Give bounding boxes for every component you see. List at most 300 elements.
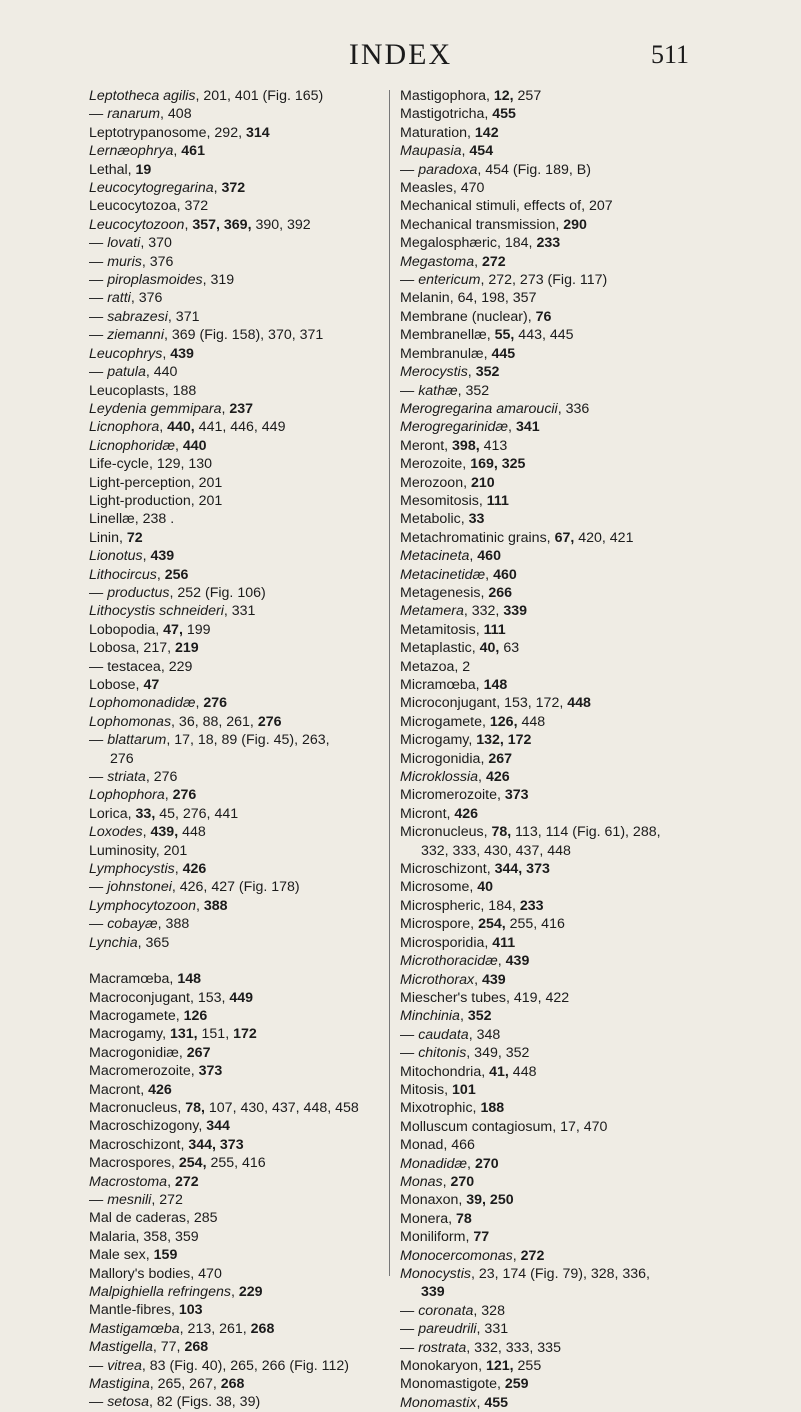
index-term: striata [107, 769, 146, 786]
index-term: productus [107, 584, 170, 601]
page-refs-bold: 39, 250 [466, 1192, 514, 1209]
page-refs: , [512, 1247, 521, 1264]
index-entry [400, 1118, 740, 1136]
index-entry [89, 823, 391, 841]
index-term: Merozoite [400, 456, 463, 473]
index-term: Mechanical stimuli, effects of [400, 198, 582, 215]
page-refs-bold: 267 [186, 1044, 211, 1061]
page-refs-bold: 101 [452, 1081, 476, 1098]
index-term: Macroschizont [89, 1136, 181, 1153]
page-refs: , 376 [130, 290, 163, 307]
page-refs-bold: 276 [257, 713, 282, 730]
index-entry [89, 1228, 391, 1246]
index-entry [400, 1247, 740, 1265]
index-entry [400, 639, 740, 657]
index-term: Maturation [400, 124, 468, 141]
index-entry [400, 529, 740, 547]
page-refs: , [221, 400, 230, 417]
index-entry [400, 326, 740, 344]
page-refs-bold: 233 [536, 235, 561, 252]
page-refs: , 370 [140, 235, 172, 252]
page-refs: , 129, 130 [148, 456, 213, 473]
index-entry [400, 1339, 740, 1357]
index-term: Mantle-fibres [89, 1302, 172, 1319]
page-refs: 413 [479, 437, 508, 454]
index-entry [400, 437, 740, 455]
index-entry [400, 1044, 740, 1062]
index-term: Metamera [400, 603, 464, 620]
page-refs-bold: 268 [220, 1376, 245, 1393]
subentry-dash: — [400, 1339, 415, 1356]
index-term: chitonis [418, 1045, 467, 1062]
index-term: Leptotrypanosome [89, 124, 207, 141]
index-term: Mastigella [89, 1339, 153, 1356]
page-refs: , [156, 566, 165, 583]
page-refs-bold: 272 [174, 1173, 199, 1190]
page-refs: , 229 [160, 658, 193, 675]
index-entry [89, 1265, 391, 1283]
page-refs-bold: 460 [477, 548, 501, 565]
page-refs: , [444, 1081, 453, 1098]
index-entry [400, 989, 740, 1007]
index-term: Mitochondria [400, 1063, 482, 1080]
page-refs-bold: 33 [468, 511, 485, 528]
page-refs: , [471, 640, 480, 657]
page-refs-bold: 426 [454, 805, 479, 822]
index-entry [400, 786, 740, 804]
page-refs-bold: 290 [563, 216, 587, 233]
page-refs: 390, 392 [251, 216, 311, 233]
subentry-dash: — [89, 732, 104, 749]
page-refs-bold: 188 [480, 1100, 505, 1117]
subentry-dash: — [400, 272, 415, 289]
index-term: Microsporidia [400, 934, 485, 951]
page-refs: , 388 [157, 916, 190, 933]
index-entry [400, 1081, 740, 1099]
index-entry [89, 934, 391, 952]
page-refs: , [198, 1118, 207, 1135]
index-term: Lithocystis schneideri [89, 603, 224, 620]
index-entry [400, 161, 740, 179]
page-refs-bold: 111 [486, 492, 509, 509]
index-term: Linin [89, 529, 119, 546]
page-refs: , 408 [160, 106, 192, 123]
page-refs: , 82 (Figs. 38, 39) [149, 1394, 261, 1411]
page-refs: , [135, 677, 144, 693]
index-entry [89, 584, 391, 602]
index-term: blattarum [107, 732, 167, 749]
page-refs-bold: 12, [493, 88, 514, 104]
index-term: Macronucleus [89, 1099, 178, 1116]
page-refs-bold: 268 [250, 1320, 275, 1337]
page-refs: , 23, 174 (Fig. 79), 328, 336, [470, 1266, 651, 1282]
index-entry [89, 1062, 391, 1080]
page-refs: , [162, 1026, 170, 1043]
subentry-dash: — [89, 308, 104, 325]
index-term: Macroconjugant [89, 989, 190, 1006]
page-refs: , [446, 805, 455, 822]
page-refs: , 188 [164, 382, 197, 399]
index-entry [89, 382, 391, 400]
index-entry [400, 915, 740, 933]
page-refs: , 238 . [134, 511, 175, 528]
index-entry [89, 197, 391, 215]
index-term: patula [107, 364, 146, 381]
page-refs: , [171, 1302, 179, 1319]
index-term: Lymphocystis [89, 861, 175, 878]
page-refs: , 372 [176, 198, 209, 215]
index-entry [400, 878, 740, 896]
index-entry [400, 566, 740, 584]
index-term: Lionotus [89, 548, 143, 565]
page-refs-bold: 426 [182, 861, 207, 878]
subentry-dash: — [400, 382, 415, 399]
index-term: Monas [400, 1173, 443, 1190]
index-term: rostrata [418, 1339, 467, 1356]
index-entry [89, 510, 391, 528]
index-entry [400, 584, 740, 602]
index-entry [89, 455, 391, 473]
index-entry [400, 289, 740, 307]
index-term: Microthorax [400, 971, 475, 988]
index-entry [400, 197, 740, 215]
page-refs-bold: 142 [474, 124, 499, 141]
index-term: ratti [107, 290, 131, 307]
page-refs: , [142, 824, 151, 841]
page-refs: , [169, 971, 178, 988]
index-term: Licnophoridæ [89, 437, 175, 454]
page-refs: , 331 [223, 603, 256, 620]
index-entry [89, 658, 391, 676]
page-refs: , 292, [206, 124, 246, 141]
index-entry [89, 1081, 391, 1099]
index-term: Light-perception [89, 474, 191, 491]
page-refs: , [127, 805, 136, 822]
subentry-dash: — [400, 1321, 415, 1338]
index-term: vitrea [107, 1357, 142, 1374]
index-entry [400, 510, 740, 528]
index-term: ranarum [107, 106, 161, 123]
index-entry [89, 989, 391, 1007]
page-refs-bold: 344, 373 [494, 861, 550, 878]
index-entry [89, 1154, 391, 1172]
index-entry [89, 289, 391, 307]
page-refs: , [476, 1394, 485, 1411]
page-refs: , [460, 511, 469, 528]
index-entry [400, 474, 740, 492]
index-entry [89, 1320, 391, 1338]
index-entry [400, 750, 740, 768]
page-refs-bold: 266 [488, 584, 513, 601]
index-column-left [89, 87, 391, 1412]
index-entry [400, 105, 740, 123]
index-entry [400, 142, 740, 160]
page-refs: , [458, 1192, 467, 1209]
index-term: Metaplastic [400, 640, 472, 657]
page-refs-bold: 461 [181, 143, 205, 160]
index-term: Minchinia [400, 1008, 460, 1025]
page-refs: , [462, 456, 471, 473]
index-entry [89, 621, 391, 639]
index-entry [89, 308, 391, 326]
page-refs: , 36, 88, 261, [171, 713, 258, 730]
page-refs-bold: 388 [203, 897, 228, 914]
subentry-dash: — [400, 1026, 415, 1043]
subentry-dash: — [400, 1302, 415, 1319]
page-refs: , [469, 548, 478, 565]
index-entry [400, 455, 740, 473]
index-term: Metazoa [400, 658, 455, 675]
index-entry [400, 952, 740, 970]
page-refs: , [230, 1284, 239, 1300]
index-term: Lithocircus [89, 566, 157, 583]
index-term: Membranellæ [400, 327, 487, 344]
index-term: Leucocytogregarina [89, 180, 214, 197]
index-term: Monaxon [400, 1192, 459, 1209]
index-term: Microthoracidæ [400, 953, 498, 970]
index-entry [400, 1136, 740, 1154]
index-term: Microklossia [400, 769, 479, 786]
page-refs: , 207 [581, 198, 613, 215]
page-refs: , [483, 345, 492, 362]
page-refs: , 371 [167, 308, 200, 325]
page-refs: 45, 276, 441 [155, 805, 239, 822]
index-term: Macrospores [89, 1155, 172, 1172]
page-refs-bold: 254, [478, 916, 506, 933]
page-refs: 332, 333, 430, 437, 448 [421, 842, 571, 859]
index-term: Metachromatinic grains [400, 529, 547, 546]
index-term: Mastigotricha [400, 106, 485, 123]
subentry-dash: — [89, 1394, 104, 1411]
page-refs-bold: 272 [482, 253, 506, 270]
index-term: muris [107, 253, 142, 270]
page-header [0, 38, 801, 78]
index-term: Lorica [89, 805, 128, 822]
page-refs: , [484, 934, 493, 951]
index-entry [400, 234, 740, 252]
page-refs-bold: 172 [233, 1026, 257, 1043]
index-entry [89, 1357, 391, 1375]
index-term: Merozoon [400, 474, 464, 491]
page-refs-bold: 256 [164, 566, 189, 583]
page-refs: 441, 446, 449 [194, 419, 286, 436]
index-term: Monera [400, 1210, 449, 1227]
index-entry [400, 271, 740, 289]
page-refs: 257 [513, 88, 542, 104]
index-entry [400, 768, 740, 786]
page-refs-bold: 126, [489, 713, 518, 730]
index-term: mesnili [107, 1191, 152, 1208]
index-term: Merocystis [400, 364, 468, 381]
page-refs: , 470 [190, 1265, 222, 1282]
page-refs: , [480, 584, 489, 601]
page-refs: , 358, 359 [135, 1228, 199, 1245]
index-term: Megastoma [400, 253, 475, 270]
index-entry [89, 253, 391, 271]
index-term: Micromerozoite [400, 787, 497, 804]
page-refs: 199 [182, 621, 211, 638]
index-term: Microgonidia [400, 750, 481, 767]
index-entry [400, 418, 740, 436]
index-term: Maupasia [400, 143, 462, 160]
page-refs: , [140, 1081, 149, 1098]
index-entry [89, 842, 391, 860]
index-term: Lymphocytozoon [89, 897, 197, 914]
page-refs: , 272 [151, 1191, 183, 1208]
page-refs-bold: 47 [143, 677, 160, 693]
page-refs: , 252 (Fig. 106) [169, 584, 266, 601]
page-refs: 420, 421 [574, 529, 634, 546]
page-refs: , 365 [137, 934, 170, 951]
index-entry [89, 602, 391, 620]
page-refs: , 376 [141, 253, 174, 270]
page-refs: 107, 430, 437, 448, 458 [204, 1099, 359, 1116]
page-refs: , 77, [152, 1339, 185, 1356]
page-refs: , [444, 437, 453, 454]
index-entry [400, 971, 740, 989]
page-refs: , [478, 1358, 486, 1375]
index-entry [89, 1283, 391, 1301]
page-refs: , 454 (Fig. 189, B) [477, 161, 591, 178]
index-entry [89, 878, 391, 896]
index-entry [89, 345, 391, 363]
page-refs-bold: 341 [515, 419, 540, 436]
subentry-dash: — [89, 272, 104, 289]
index-entry-continuation [400, 842, 740, 860]
page-refs: , [177, 1099, 186, 1116]
index-entry [89, 1117, 391, 1135]
page-refs: , 466 [443, 1137, 475, 1154]
index-term: Merogregarinidæ [400, 419, 509, 436]
page-refs: 113, 114 (Fig. 61), 288, [511, 824, 661, 841]
page-refs-bold: 449 [229, 989, 254, 1006]
index-term: Micronucleus [400, 824, 484, 841]
page-refs-bold: 439 [150, 548, 175, 565]
page-refs: , [180, 1136, 189, 1153]
page-refs: 448 [517, 713, 546, 730]
index-entry [89, 639, 391, 657]
page-refs: , [486, 327, 495, 344]
index-term: Metacineta [400, 548, 470, 565]
page-refs-bold: 426 [485, 769, 510, 786]
index-term: Microspore [400, 916, 471, 933]
index-term: Mitosis [400, 1081, 445, 1098]
page-refs: , 213, 261, [179, 1320, 251, 1337]
index-entry [400, 676, 740, 694]
index-term: paradoxa [418, 161, 478, 178]
index-term: Life-cycle [89, 456, 149, 473]
page-refs: , [467, 1155, 475, 1172]
page-refs-bold: 103 [178, 1302, 203, 1319]
index-entry-continuation [400, 1283, 740, 1301]
index-entry [89, 216, 391, 234]
index-entry [89, 124, 391, 142]
index-term: Macrostoma [89, 1173, 168, 1190]
index-entry [400, 87, 740, 105]
page-refs-bold: 159 [153, 1247, 178, 1264]
index-term: Lophomonadidæ [89, 695, 196, 712]
page-refs-bold: 352 [475, 364, 500, 381]
index-term: Membrane (nuclear) [400, 308, 528, 325]
index-term: Macramœba [89, 971, 170, 988]
index-entry [89, 400, 391, 418]
subentry-dash: — [89, 584, 104, 601]
page-refs: , 470 [452, 180, 485, 197]
page-refs: , [171, 1155, 179, 1172]
index-term: Leptotheca agilis [89, 88, 196, 104]
page-refs: , [213, 180, 222, 197]
page-refs-bold: 41, [489, 1063, 509, 1080]
page-refs-bold: 445 [491, 345, 516, 362]
page-refs: , [478, 769, 486, 786]
page-refs-bold: 440, [167, 419, 195, 436]
index-term: Linellæ [89, 511, 135, 528]
index-term: Macrogonidiæ [89, 1044, 179, 1061]
page-refs: , 64, 198, 357 [449, 290, 537, 307]
index-entry [400, 694, 740, 712]
page-refs-bold: 219 [175, 640, 199, 657]
index-term: Male sex [89, 1247, 146, 1264]
page-refs: , [459, 1008, 468, 1025]
index-column-right [400, 87, 740, 1412]
page-refs-bold: 121, [485, 1358, 514, 1375]
index-entry [89, 1209, 391, 1227]
page-refs-bold: 55, [494, 327, 515, 344]
page-refs: , 201 [190, 492, 223, 509]
index-term: Monomastix [400, 1394, 477, 1411]
page-refs: , 348 [468, 1026, 501, 1043]
index-term: Miescher's tubes [400, 989, 507, 1006]
page-refs-bold: 259 [504, 1376, 529, 1393]
page-refs-bold: 398, [452, 437, 480, 454]
page-refs: , [174, 861, 183, 878]
page-refs: 276 [110, 750, 134, 767]
index-entry [400, 1191, 740, 1209]
index-entry [89, 1136, 391, 1154]
page-refs: , 332, [463, 603, 504, 620]
page-refs-bold: 268 [184, 1339, 209, 1356]
subentry-dash: — [89, 327, 104, 344]
page-refs: , [497, 953, 506, 970]
page-refs-bold: 132, 172 [476, 732, 532, 749]
index-entry [89, 1044, 391, 1062]
page-refs: , 184, [480, 897, 520, 914]
page-refs-bold: 111 [483, 621, 506, 638]
index-term: Lophomonas [89, 713, 172, 730]
page-refs: , [463, 474, 471, 491]
page-refs: , 332, 333, 335 [466, 1339, 561, 1356]
page-refs: , 83 (Fig. 40), 265, 266 (Fig. 112) [141, 1357, 350, 1374]
index-term: Mastigophora [400, 88, 486, 104]
page-refs: , 440 [145, 364, 178, 381]
index-term: Macroschizogony [89, 1118, 199, 1135]
page-refs: , 352 [457, 382, 490, 399]
page-refs: , [486, 861, 495, 878]
page-refs: , [484, 106, 493, 123]
index-term: Mechanical transmission [400, 216, 556, 233]
index-entry [89, 142, 391, 160]
page-refs: 443, 445 [514, 327, 574, 344]
page-refs-bold: 72 [126, 529, 143, 546]
index-entry [89, 860, 391, 878]
page-refs-bold: 77 [473, 1229, 490, 1246]
index-term: ziemanni [107, 327, 164, 344]
index-entry [89, 234, 391, 252]
page-refs: , 153, 172, [496, 695, 568, 712]
index-entry [400, 382, 740, 400]
index-entry [400, 400, 740, 418]
index-term: Macront [89, 1081, 141, 1098]
